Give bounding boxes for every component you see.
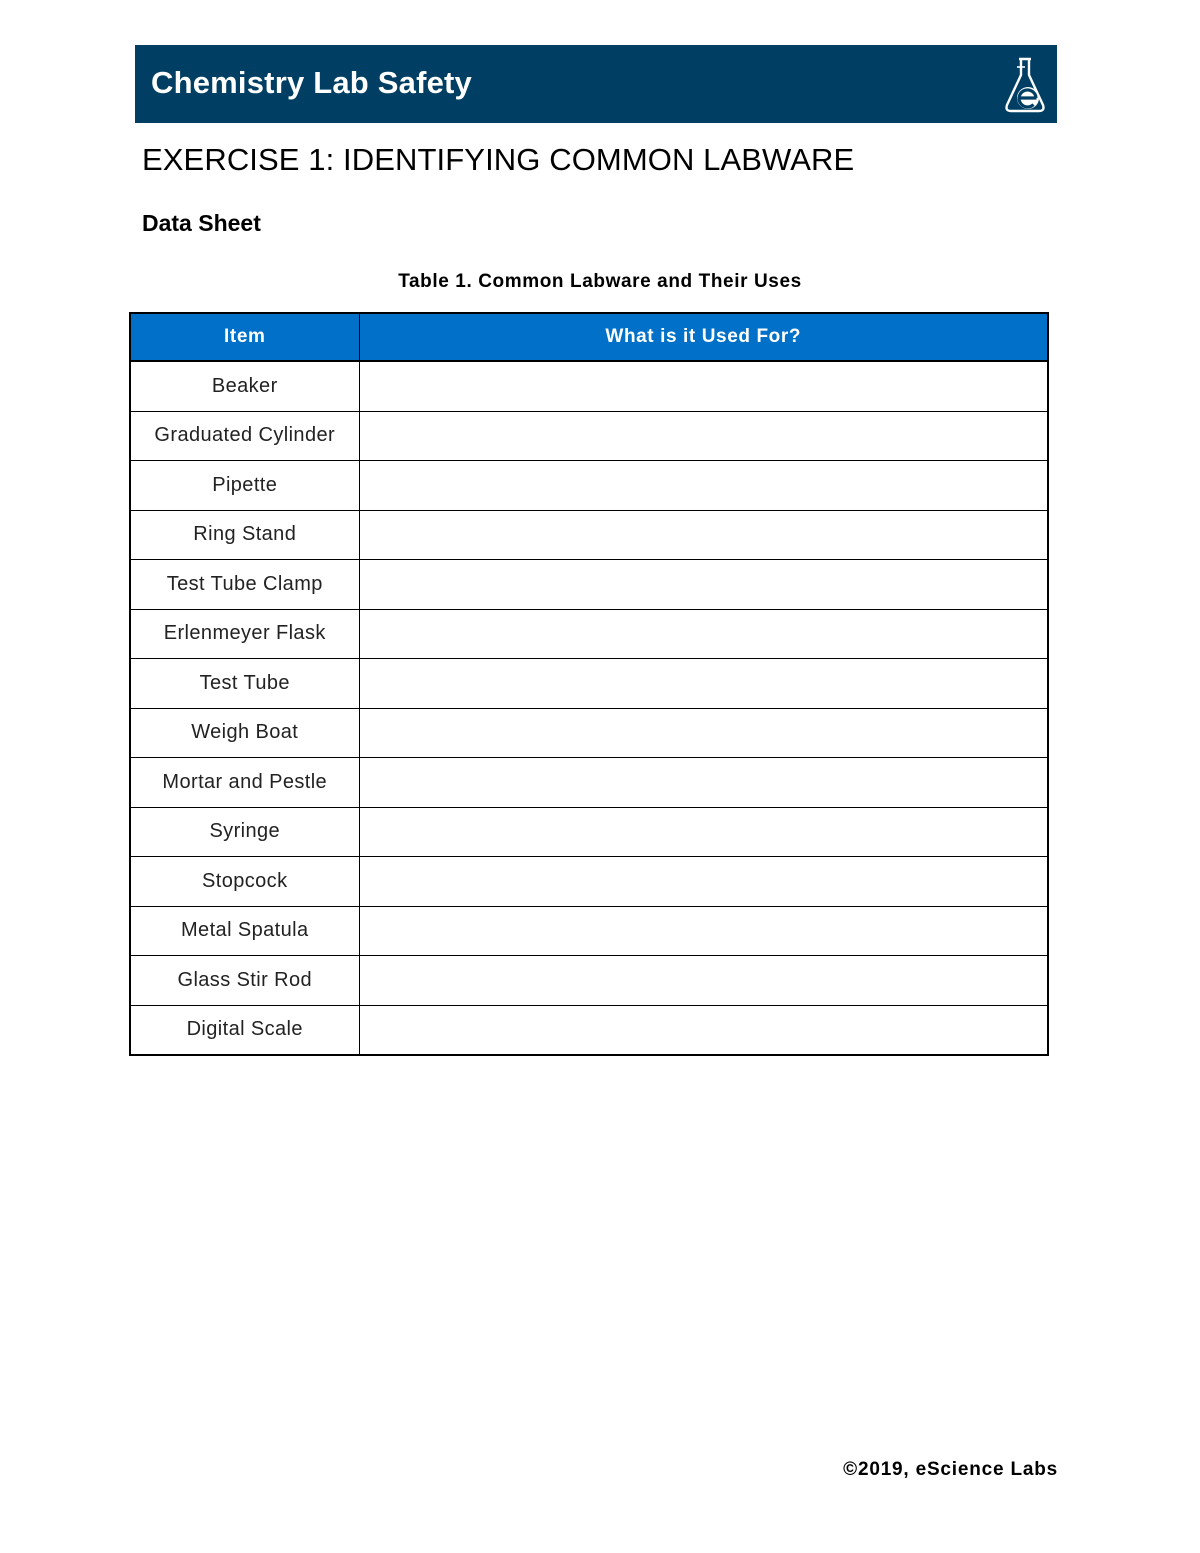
item-cell: Ring Stand bbox=[130, 510, 359, 560]
use-cell[interactable] bbox=[359, 510, 1048, 560]
table-row bbox=[130, 510, 1048, 560]
section-heading: Data Sheet bbox=[142, 210, 261, 236]
use-cell[interactable] bbox=[359, 659, 1048, 709]
table-row bbox=[130, 560, 1048, 610]
header-title: Chemistry Lab Safety bbox=[151, 65, 472, 100]
use-cell[interactable] bbox=[359, 708, 1048, 758]
item-cell: Stopcock bbox=[130, 857, 359, 907]
copyright-footer: ©2019, eScience Labs bbox=[843, 1459, 1058, 1480]
table-row bbox=[130, 708, 1048, 758]
use-cell[interactable] bbox=[359, 956, 1048, 1006]
escience-flask-logo-icon bbox=[1001, 55, 1049, 115]
labware-table bbox=[129, 312, 1049, 1056]
use-cell[interactable] bbox=[359, 609, 1048, 659]
table-caption: Table 1. Common Labware and Their Uses bbox=[398, 271, 802, 292]
item-cell: Weigh Boat bbox=[130, 708, 359, 758]
table-row bbox=[130, 659, 1048, 709]
use-cell[interactable] bbox=[359, 857, 1048, 907]
exercise-title: EXERCISE 1: IDENTIFYING COMMON LABWARE bbox=[142, 142, 855, 177]
use-cell[interactable] bbox=[359, 411, 1048, 461]
table-row bbox=[130, 857, 1048, 907]
table-row bbox=[130, 956, 1048, 1006]
use-cell[interactable] bbox=[359, 560, 1048, 610]
table-row bbox=[130, 361, 1048, 411]
use-cell[interactable] bbox=[359, 461, 1048, 511]
table-row bbox=[130, 758, 1048, 808]
use-cell[interactable] bbox=[359, 1005, 1048, 1055]
item-cell: Test Tube Clamp bbox=[130, 560, 359, 610]
use-cell[interactable] bbox=[359, 758, 1048, 808]
use-cell[interactable] bbox=[359, 361, 1048, 411]
column-header-use: What is it Used For? bbox=[359, 313, 1048, 361]
table-row bbox=[130, 609, 1048, 659]
item-cell: Glass Stir Rod bbox=[130, 956, 359, 1006]
item-cell: Digital Scale bbox=[130, 1005, 359, 1055]
table-row bbox=[130, 461, 1048, 511]
table-row bbox=[130, 411, 1048, 461]
column-header-item: Item bbox=[130, 313, 359, 361]
item-cell: Pipette bbox=[130, 461, 359, 511]
use-cell[interactable] bbox=[359, 807, 1048, 857]
use-cell[interactable] bbox=[359, 906, 1048, 956]
table-row bbox=[130, 807, 1048, 857]
item-cell: Test Tube bbox=[130, 659, 359, 709]
item-cell: Graduated Cylinder bbox=[130, 411, 359, 461]
table-row bbox=[130, 906, 1048, 956]
item-cell: Erlenmeyer Flask bbox=[130, 609, 359, 659]
item-cell: Syringe bbox=[130, 807, 359, 857]
item-cell: Mortar and Pestle bbox=[130, 758, 359, 808]
table-row bbox=[130, 1005, 1048, 1055]
header-banner bbox=[135, 45, 1057, 123]
item-cell: Metal Spatula bbox=[130, 906, 359, 956]
item-cell: Beaker bbox=[130, 361, 359, 411]
table-header-row bbox=[130, 313, 1048, 361]
